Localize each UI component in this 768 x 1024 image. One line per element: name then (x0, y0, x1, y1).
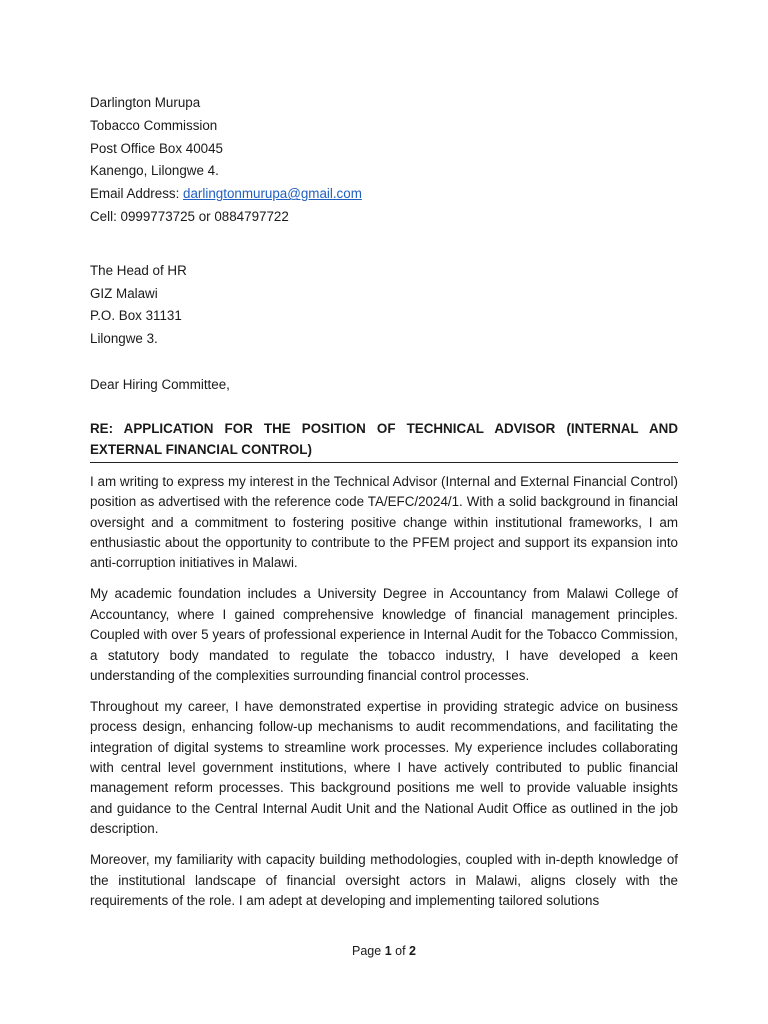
recipient-organization: GIZ Malawi (90, 285, 158, 301)
sender-address-line: Post Office Box 40045 (90, 140, 223, 156)
paragraph-1: I am writing to express my interest in the Technical Advisor (Internal and External Financial Control) position as advertised with the reference code TA/EFC/2024/1. With a solid background in financial oversight and a commitment to fostering positive change within institutional frameworks, I am enthusiastic about the opportunity to contribute to the PFEM project and support its expansion into anti-corruption initiatives in Malawi. (90, 473, 678, 571)
paragraph-3: Throughout my career, I have demonstrated expertise in providing strategic advice on business process design, enhancing follow-up mechanisms to audit recommendations, and facilitating the integration of digital systems to streamline work processes. My experience includes collaborating with central level government institutions, where I have actively contributed to public financial management reform processes. This background positions me well to provide valuable insights and guidance to the Central Internal Audit Unit and the National Audit Office as outlined in the job description. (90, 698, 678, 837)
recipient-address-line: P.O. Box 31131 (90, 308, 182, 324)
sender-city: Kanengo, Lilongwe 4. (90, 163, 219, 179)
paragraph-2: My academic foundation includes a University Degree in Accountancy from Malawi College of Accountancy, where I gained comprehensive knowledge of financial management principles. Coupled with over 5 years of professional experience in Internal Audit for the Tobacco Commission, a statutory body mandated to regulate the tobacco industry, I have developed a keen understanding of the complexities surrounding financial control processes. (90, 586, 678, 683)
spacer (90, 229, 678, 260)
sender-email-label: Email Address: (90, 186, 184, 202)
sender-organization: Tobacco Commission (90, 117, 218, 133)
spacer (90, 351, 678, 374)
page-label: Page (352, 944, 385, 958)
current-page-number: 1 (384, 944, 392, 958)
spacer (90, 397, 678, 418)
sender-email-link[interactable]: darlingtonmurupa@gmail.com (183, 186, 362, 202)
recipient-title: The Head of HR (90, 262, 187, 278)
letter-body (90, 92, 678, 911)
salutation (90, 374, 678, 397)
total-pages-number: 2 (409, 944, 416, 958)
paragraph-4: Moreover, my familiarity with capacity building methodologies, coupled with in-depth knowledge of the institutional landscape of financial oversight actors in Malawi, aligns closely with the requirements of the role. I am adept at developing and implementing tailored solutions (90, 852, 678, 908)
sender-name: Darlington Murupa (90, 95, 201, 110)
recipient-city: Lilongwe 3. (90, 331, 158, 347)
recipient-address (90, 260, 678, 351)
sender-address (90, 92, 678, 229)
sender-cell: Cell: 0999773725 or 0884797722 (90, 208, 289, 224)
of-label: of (391, 944, 410, 958)
subject-heading: RE: APPLICATION FOR THE POSITION OF TECHNICAL ADVISOR (INTERNAL AND EXTERNAL FINANCIAL CONTROL) (90, 418, 678, 463)
page-footer (0, 942, 768, 960)
sender-email-line (90, 183, 678, 206)
salutation-text: Dear Hiring Committee, (90, 376, 230, 392)
